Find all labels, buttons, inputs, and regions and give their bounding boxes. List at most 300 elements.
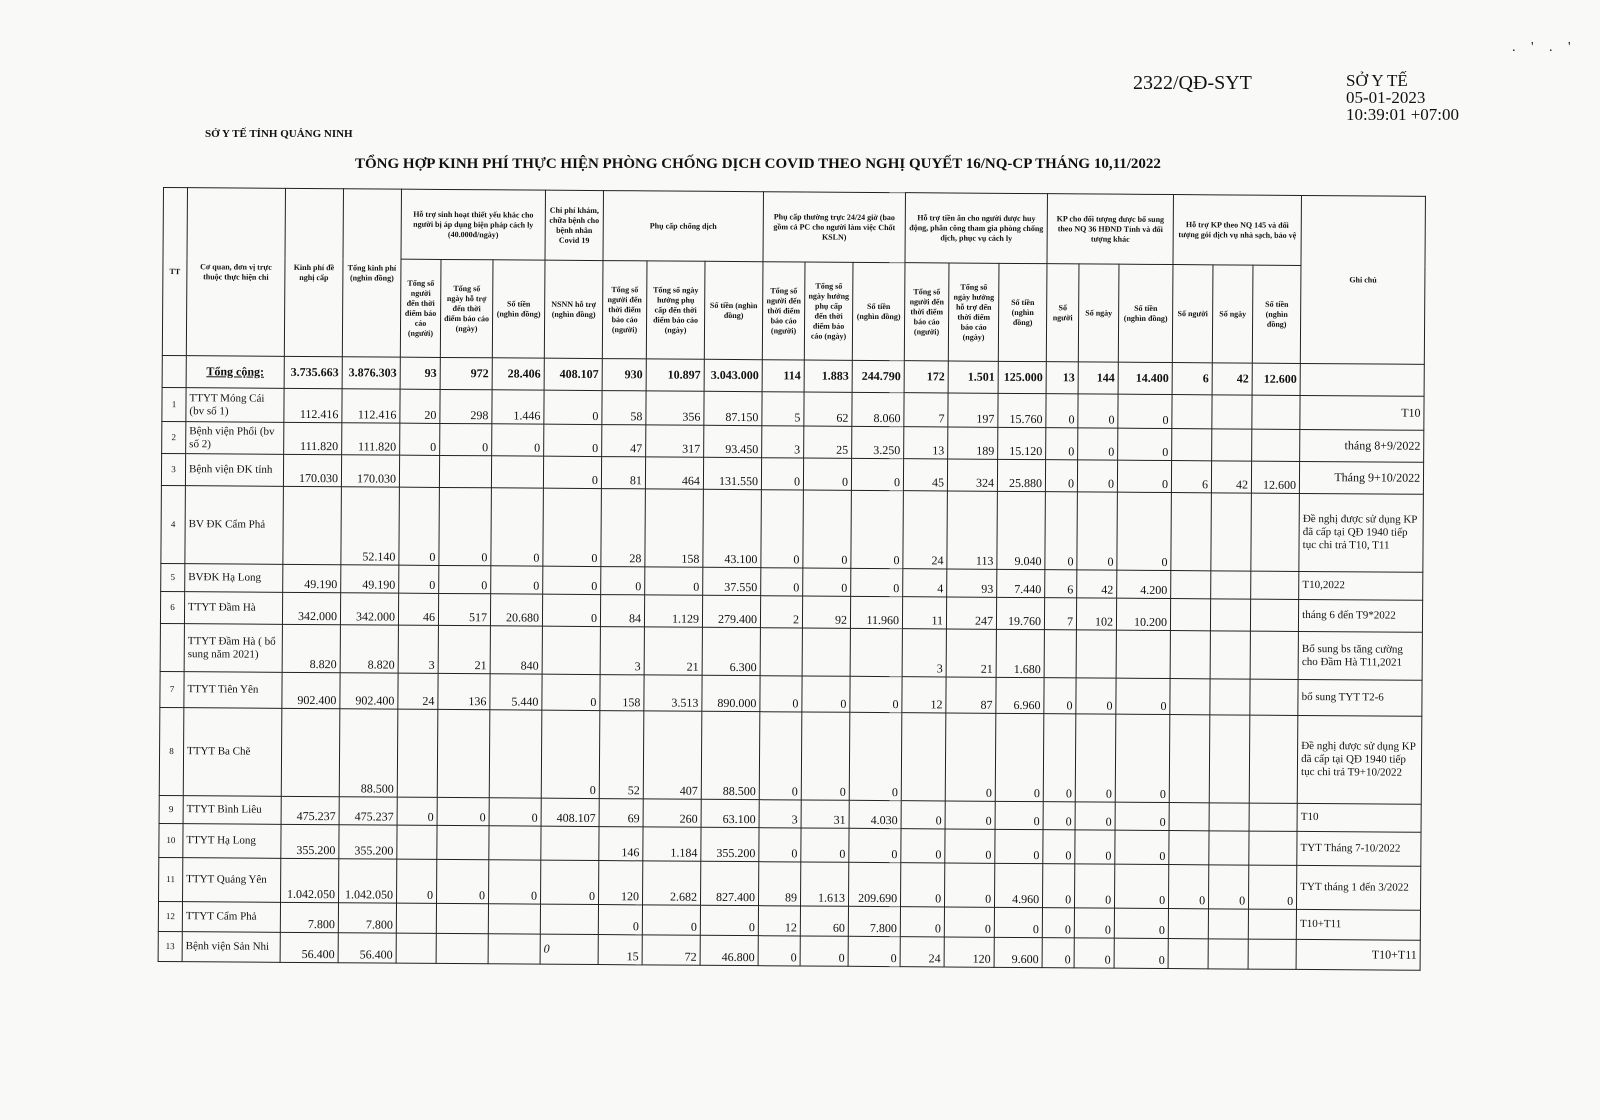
table-cell [1209, 831, 1249, 865]
table-cell: 0 [540, 934, 598, 964]
table-cell [283, 486, 342, 564]
table-cell: 25.880 [997, 459, 1045, 491]
table-cell: 0 [399, 487, 440, 565]
table-cell: 15.760 [998, 393, 1046, 427]
table-cell: 0 [541, 860, 599, 904]
table-cell: 72 [642, 935, 700, 965]
table-cell: 0 [851, 568, 903, 596]
table-cell: 7 [1045, 598, 1077, 630]
table-cell [1169, 831, 1209, 865]
table-cell: 0 [851, 458, 903, 490]
table-cell: 0 [1043, 802, 1075, 830]
table-cell: 12 [902, 677, 946, 713]
unit-name: TTYT Quảng Yên [183, 858, 281, 903]
row-note: tháng 6 đến T9*2022 [1299, 599, 1423, 632]
table-cell: 0 [1044, 678, 1076, 714]
table-cell: 209.690 [849, 862, 901, 906]
table-cell [1252, 429, 1300, 461]
table-cell: 247 [946, 597, 996, 629]
document-title: TỔNG HỢP KINH PHÍ THỰC HIỆN PHÒNG CHỐNG DỊCH COVID THEO NGHỊ QUYẾT 16/NQ-CP THÁNG 10,11/2022 [355, 156, 1161, 172]
table-cell: 3.250 [852, 426, 904, 458]
table-cell [1208, 909, 1248, 939]
table-cell: 0 [801, 828, 849, 862]
table-cell: 58 [602, 391, 646, 425]
table-cell: 3.043.000 [704, 359, 762, 391]
table-cell: 6.960 [996, 677, 1044, 713]
table-cell [901, 713, 946, 801]
table-cell [491, 456, 543, 488]
table-cell: 3 [902, 629, 946, 677]
table-cell [1172, 395, 1212, 429]
unit-name: TTYT Đầm Hà ( bổ sung năm 2021) [184, 624, 282, 673]
row-index: 10 [159, 823, 183, 857]
table-cell: 0 [542, 674, 600, 710]
scan-dots: . ' . ' [1512, 40, 1577, 55]
table-cell: 0 [437, 859, 489, 903]
table-cell: 0 [1249, 865, 1297, 909]
table-cell: 12.600 [1252, 363, 1300, 395]
table-cell [541, 826, 599, 860]
table-cell: 93 [947, 569, 997, 597]
col-g4-people: Tổng số người đến thời điểm báo cáo (người) [762, 262, 805, 360]
table-cell: 0 [440, 423, 492, 455]
table-cell: 0 [439, 565, 491, 593]
table-cell: 408.107 [541, 798, 599, 826]
unit-name: TTYT Hạ Long [183, 824, 281, 859]
table-cell: 28.406 [492, 358, 544, 390]
table-cell: 49.190 [283, 564, 341, 592]
table-cell: 3 [600, 627, 644, 675]
table-cell: 114 [762, 360, 804, 392]
table-cell: 0 [491, 566, 543, 594]
table-cell [1211, 571, 1251, 599]
unit-name: TTYT Móng Cái (bv số 1) [186, 388, 284, 423]
table-cell: 52 [599, 711, 644, 799]
table-cell: 144 [1078, 362, 1118, 394]
table-cell: 902.400 [340, 673, 398, 709]
table-cell: 11 [902, 597, 946, 629]
table-cell: 1.042.050 [339, 859, 397, 903]
table-cell: 0 [543, 566, 601, 594]
table-cell [396, 903, 436, 933]
table-cell [1169, 715, 1210, 803]
group-phu-cap-thuong-truc: Phụ cấp thường trực 24/24 giờ (bao gồm cả PC cho người làm việc Chốt KSLN) [763, 192, 906, 263]
table-cell: 0 [541, 710, 600, 798]
table-cell [1249, 831, 1297, 865]
table-cell [1211, 493, 1252, 571]
table-cell: 1.883 [804, 360, 852, 392]
col-note: Ghi chú [1300, 195, 1425, 364]
table-cell: 7.800 [848, 906, 900, 936]
table-cell: 0 [761, 458, 803, 490]
col-g7-amount: Số tiền (nghìn đồng) [1252, 265, 1301, 363]
table-cell [1211, 599, 1251, 631]
table-cell: 972 [440, 357, 492, 389]
table-cell: 131.550 [703, 457, 761, 489]
issuing-organization: SỞ Y TẾ TỈNH QUẢNG NINH [205, 128, 353, 140]
table-cell: 355.200 [281, 824, 339, 858]
table-cell: 84 [600, 595, 644, 627]
table-cell: 12.600 [1251, 461, 1299, 493]
col-unit: Cơ quan, đơn vị trực thuộc thực hiện chi [186, 188, 285, 357]
unit-name: TTYT Tiên Yên [184, 672, 282, 709]
table-cell: 81 [601, 457, 645, 489]
table-cell: 46 [398, 593, 438, 625]
table-cell: 4 [903, 569, 947, 597]
unit-name: TTYT Bình Liêu [183, 796, 281, 825]
table-cell: 298 [440, 389, 492, 423]
table-cell: 0 [543, 488, 602, 566]
table-cell [540, 904, 598, 934]
table-cell: 0 [1075, 714, 1116, 802]
table-cell [489, 710, 542, 798]
col-g5-days: Tổng số ngày hưởng hỗ trợ đến thời điểm báo cáo (ngày) [948, 263, 999, 361]
table-cell: 5 [762, 392, 804, 426]
table-cell: 56.400 [338, 933, 396, 963]
table-cell [488, 934, 540, 964]
table-cell [1116, 630, 1170, 678]
table-cell: 0 [945, 863, 995, 907]
table-cell: 0 [759, 828, 801, 862]
table-cell: 0 [901, 829, 945, 863]
col-tt: TT [162, 188, 187, 356]
table-cell: 0 [700, 905, 758, 935]
table-cell: 170.030 [341, 455, 399, 487]
table-cell: 13 [1046, 362, 1078, 394]
row-note: Đề nghị được sử dụng KP đã cấp tại QĐ 1940 tiếp tục chi trả T10, T11 [1299, 493, 1424, 572]
unit-name: TTYT Ba Chẽ [183, 708, 282, 797]
table-cell: 3.735.663 [284, 356, 342, 388]
table-cell: 0 [995, 829, 1043, 863]
table-cell: 24 [398, 673, 438, 709]
unit-name: TTYT Cẩm Phả [182, 902, 280, 933]
table-body [158, 355, 1424, 970]
table-cell [281, 708, 340, 796]
table-cell [542, 626, 600, 674]
table-cell: 0 [437, 797, 489, 825]
table-cell [396, 933, 436, 963]
table-cell: 0 [397, 859, 437, 903]
table-cell [1212, 429, 1252, 461]
table-cell: 125.000 [998, 361, 1046, 393]
table-cell: 0 [1074, 908, 1114, 938]
digital-signature-stamp [1346, 72, 1459, 123]
table-cell [1210, 679, 1250, 715]
table-cell: 0 [1078, 428, 1118, 460]
table-cell [1250, 679, 1298, 715]
table-cell: 0 [645, 567, 703, 595]
table-cell: 8.820 [340, 625, 398, 673]
table-cell: 0 [1118, 394, 1172, 428]
table-cell: 0 [1075, 864, 1115, 908]
col-kp-de-nghi: Kinh phí đề nghị cấp [284, 188, 343, 356]
table-cell: 0 [758, 936, 800, 966]
col-g4-amount: Số tiền (nghìn đồng) [852, 262, 905, 360]
table-cell: 840 [490, 626, 542, 674]
row-index: 5 [161, 563, 185, 591]
table-cell [437, 709, 490, 797]
table-cell: 827.400 [700, 861, 758, 905]
table-cell: 158 [645, 489, 704, 567]
table-cell: 342.000 [282, 592, 340, 624]
unit-name: Tổng cộng: [186, 356, 284, 389]
table-cell [1169, 803, 1209, 831]
table-cell: 0 [900, 907, 944, 937]
table-cell: 0 [848, 936, 900, 966]
table-cell: 111.820 [284, 422, 342, 454]
table-cell: 0 [1117, 492, 1172, 570]
table-cell: 356 [646, 391, 704, 425]
table-cell: 0 [802, 676, 850, 712]
table-cell: 407 [643, 711, 702, 799]
table-cell: 7 [904, 393, 948, 427]
table-cell: 0 [492, 424, 544, 456]
table-cell [397, 709, 438, 797]
row-note: Tháng 9+10/2022 [1300, 461, 1424, 494]
table-cell: 0 [1076, 678, 1116, 714]
table-cell: 42 [1212, 363, 1252, 395]
table-cell: 1.129 [644, 595, 702, 627]
row-index: 4 [161, 485, 186, 563]
table-cell: 0 [1169, 865, 1209, 909]
row-note: Đề nghị được sử dụng KP đã cấp tại QĐ 1940 tiếp tục chi trả T9+10/2022 [1297, 715, 1422, 804]
table-cell: 15.120 [998, 427, 1046, 459]
table-cell [1171, 493, 1212, 571]
table-cell: 902.400 [282, 672, 340, 708]
table-cell: 0 [1114, 908, 1168, 938]
table-cell: 11.960 [850, 596, 902, 628]
row-index: 11 [159, 857, 183, 901]
row-index: 1 [162, 387, 186, 421]
table-cell [397, 825, 437, 859]
table-cell: 6 [1171, 461, 1211, 493]
table-cell: 120 [944, 937, 994, 967]
table-cell [850, 628, 902, 676]
table-cell: 10.897 [646, 359, 704, 391]
table-cell: 0 [944, 907, 994, 937]
col-g4-days: Tổng số ngày hưởng phụ cấp đến thời điểm báo cáo (ngày) [804, 262, 853, 360]
table-cell: 260 [643, 799, 701, 827]
header-row-groups [163, 188, 1426, 267]
table-cell: 43.100 [703, 489, 762, 567]
table-cell [1168, 939, 1208, 969]
table-cell: 0 [803, 458, 851, 490]
table-cell: 93 [400, 357, 440, 389]
table-cell: 7.800 [280, 902, 338, 932]
col-g6-days: Số ngày [1078, 264, 1119, 362]
table-cell: 62 [804, 392, 852, 426]
table-cell: 88.500 [701, 711, 760, 799]
table-cell [1251, 571, 1299, 599]
col-g5-people: Tổng số người đến thời điểm báo cáo (người) [904, 263, 949, 361]
table-cell: 28 [601, 489, 646, 567]
table-cell: 5.440 [490, 674, 542, 710]
table-cell: 189 [948, 427, 998, 459]
col-g7-days: Số ngày [1212, 265, 1253, 363]
table-cell: 6 [1172, 363, 1212, 395]
table-cell [1168, 909, 1208, 939]
table-cell: 279.400 [702, 595, 760, 627]
table-cell: 3 [762, 426, 804, 458]
col-g6-amount: Số tiền (nghìn đồng) [1118, 264, 1173, 362]
table-cell: 112.416 [342, 389, 400, 423]
table-cell: 45 [903, 459, 947, 491]
table-cell: 0 [1075, 830, 1115, 864]
table-cell: 0 [598, 905, 642, 935]
col-g3-days: Tổng số ngày hưởng phụ cấp đến thời điểm báo cáo (ngày) [646, 261, 705, 359]
table-cell: 102 [1077, 598, 1117, 630]
col-g1-amount: Số tiền (nghìn đồng) [492, 260, 545, 358]
table-cell: 24 [903, 491, 948, 569]
table-cell: 0 [994, 907, 1042, 937]
table-cell: 111.820 [342, 423, 400, 455]
table-cell: 244.790 [852, 360, 904, 392]
table-cell: 0 [801, 712, 850, 800]
stamp-time: 10:39:01 +07:00 [1346, 105, 1460, 124]
table-cell [1209, 803, 1249, 831]
table-cell: 63.100 [701, 799, 759, 827]
table-cell: 20.680 [490, 594, 542, 626]
table-cell: 136 [438, 673, 490, 709]
table-cell: 1.184 [643, 827, 701, 861]
table-cell: 0 [851, 490, 904, 568]
table-cell: 21 [438, 625, 490, 673]
col-g1-days: Tổng số ngày hỗ trợ đến thời điểm báo cáo (ngày) [440, 259, 493, 357]
row-index: 13 [158, 931, 182, 961]
table-cell: 112.416 [284, 388, 342, 422]
table-cell: 890.000 [702, 675, 760, 711]
table-cell: 0 [1116, 678, 1170, 714]
table-cell [1209, 715, 1250, 803]
table-cell: 42 [1077, 570, 1117, 598]
table-cell: 15 [598, 935, 642, 965]
table-cell: 92 [802, 596, 850, 628]
table-cell: 87 [946, 677, 996, 713]
table-cell: 0 [1077, 460, 1117, 492]
table-cell [1249, 803, 1297, 831]
table-cell [760, 628, 802, 676]
table-cell: 42 [1211, 461, 1251, 493]
row-note: T10,2022 [1299, 571, 1423, 600]
table-cell: 3 [759, 800, 801, 828]
table-cell: 0 [1043, 714, 1076, 802]
table-cell: 8.820 [282, 624, 340, 672]
table-cell [1170, 679, 1210, 715]
table-cell: 60 [800, 906, 848, 936]
table-cell: 1.501 [948, 361, 998, 393]
table-cell: 0 [642, 905, 700, 935]
row-index [160, 623, 184, 671]
table-cell: 342.000 [340, 593, 398, 625]
table-cell: 21 [946, 629, 996, 677]
table-cell [489, 826, 541, 860]
table-cell [1044, 630, 1076, 678]
table-cell: 0 [995, 801, 1043, 829]
unit-name: Bệnh viện Phổi (bv số 2) [186, 422, 284, 455]
table-cell [1171, 599, 1211, 631]
table-cell: 0 [1114, 938, 1168, 968]
table-cell: 7.800 [338, 903, 396, 933]
table-cell [488, 904, 540, 934]
table-cell: 0 [945, 713, 996, 801]
table-cell: 0 [1045, 460, 1077, 492]
table-cell: 93.450 [704, 425, 762, 457]
table-cell: 0 [543, 456, 601, 488]
table-cell [436, 933, 488, 963]
expense-table [158, 187, 1427, 971]
table-cell: 3.513 [644, 675, 702, 711]
table-cell: 0 [901, 863, 945, 907]
group-ho-tro-sinh-hoat: Hỗ trợ sinh hoạt thiết yếu khác cho người bị áp dụng biện pháp cách ly (40.000đ/ngày) [401, 189, 545, 260]
table-cell: 0 [1042, 908, 1074, 938]
col-g2-nsnn: NSNN hỗ trợ (nghìn đồng) [544, 260, 603, 358]
table-cell: 13 [904, 427, 948, 459]
row-index: 7 [160, 671, 184, 707]
table-row [161, 485, 1424, 572]
table-cell: 0 [1043, 864, 1075, 908]
table-cell: 0 [803, 568, 851, 596]
table-cell: 37.550 [703, 567, 761, 595]
unit-name: Bệnh viện Sản Nhi [182, 932, 280, 963]
col-g1-people: Tổng số người đến thời điểm báo cáo (người) [400, 259, 441, 357]
table-cell [1210, 631, 1250, 679]
table-cell: 1.680 [996, 629, 1044, 677]
table-cell: 12 [758, 906, 800, 936]
table-cell [1248, 909, 1296, 939]
table-cell: 1.613 [801, 862, 849, 906]
table-cell: 355.200 [701, 827, 759, 861]
table-cell: 3 [398, 625, 438, 673]
table-cell: 324 [947, 459, 997, 491]
table-cell: 4.030 [849, 800, 901, 828]
row-note: bổ sung TYT T2-6 [1298, 679, 1422, 716]
table-cell: 0 [1045, 492, 1078, 570]
table-cell: 31 [801, 800, 849, 828]
stamp-org: SỞ Y TẾ [1346, 71, 1408, 90]
table-cell: 0 [1042, 938, 1074, 968]
table-cell [437, 825, 489, 859]
table-cell: 0 [544, 424, 602, 456]
table-cell: 1.042.050 [281, 858, 339, 902]
table-cell: 0 [945, 801, 995, 829]
table-cell: 475.237 [339, 797, 397, 825]
table-row [159, 707, 1422, 804]
table-cell: 4.200 [1117, 570, 1171, 598]
table-cell [1248, 939, 1296, 969]
table-cell: 49.190 [341, 565, 399, 593]
table-cell [1251, 599, 1299, 631]
table-cell: 56.400 [280, 932, 338, 962]
row-index: 3 [161, 453, 185, 485]
unit-name: BVĐK Hạ Long [185, 564, 283, 593]
table-cell: 0 [800, 936, 848, 966]
table-cell: 0 [1115, 802, 1169, 830]
row-note: Bổ sung bs tăng cường cho Đầm Hà T11,2021 [1298, 631, 1422, 680]
table-cell: 0 [1074, 938, 1114, 968]
table-cell [1076, 630, 1116, 678]
table-cell: 1.446 [492, 390, 544, 424]
table-cell: 0 [489, 860, 541, 904]
table-cell: 0 [489, 798, 541, 826]
table-cell: 0 [761, 490, 804, 568]
table-cell: 0 [1115, 714, 1170, 802]
row-index: 8 [159, 707, 184, 795]
table-cell: 146 [599, 827, 643, 861]
table-cell: 24 [900, 937, 944, 967]
group-ho-tro-tien-an: Hỗ trợ tiền ăn cho người được huy động, phân công tham gia phòng chống dịch, phục vụ cách ly [905, 193, 1048, 264]
row-index: 2 [162, 421, 186, 453]
table-cell [802, 628, 850, 676]
